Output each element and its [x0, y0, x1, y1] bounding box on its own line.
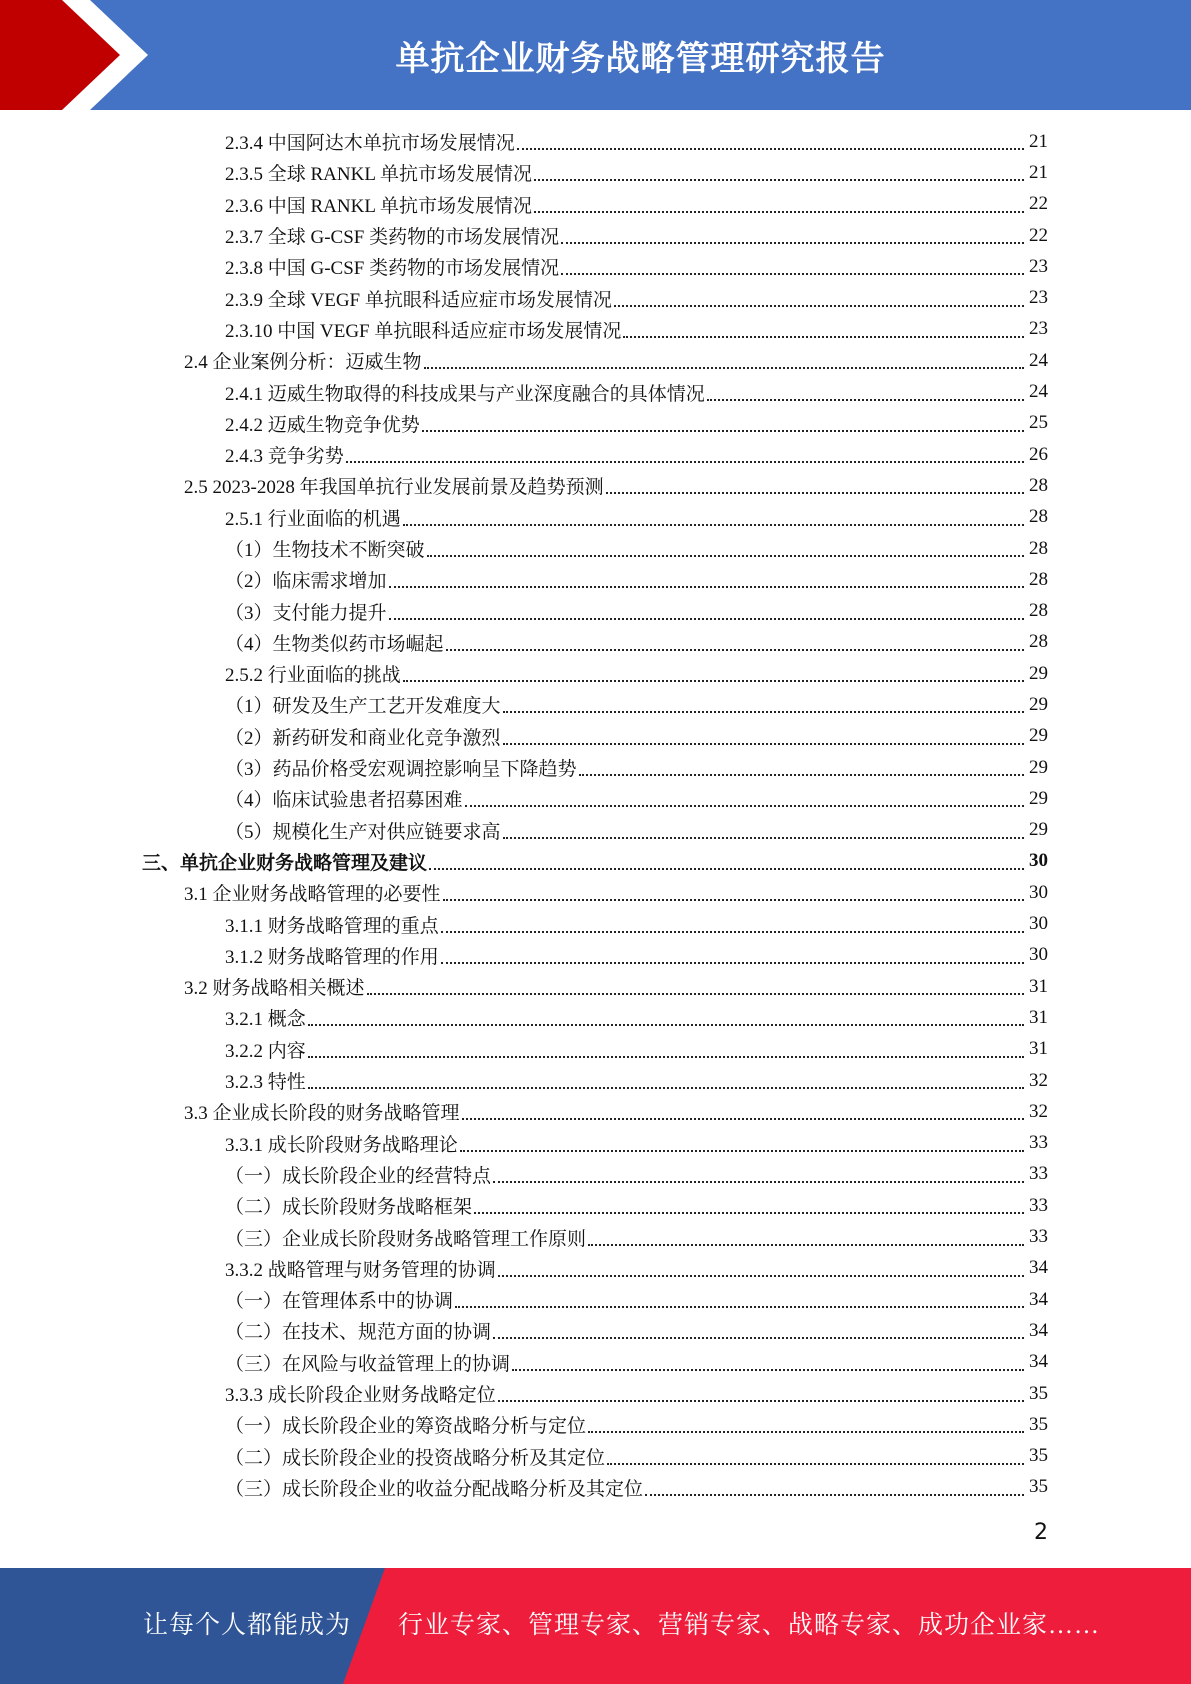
toc-entry-page: 23	[1029, 255, 1048, 277]
toc-dot-leader	[534, 210, 1024, 213]
toc-entry[interactable]	[0, 721, 1191, 752]
toc-entry-page: 25	[1029, 412, 1048, 434]
toc-dot-leader	[561, 241, 1024, 244]
toc-entry[interactable]	[0, 783, 1191, 814]
toc-entry-page: 23	[1029, 318, 1048, 340]
toc-entry-page: 33	[1029, 1163, 1048, 1185]
toc-entry-page: 34	[1029, 1319, 1048, 1341]
toc-entry[interactable]	[0, 470, 1191, 501]
toc-entry[interactable]	[0, 1159, 1191, 1190]
toc-entry[interactable]	[0, 1378, 1191, 1409]
toc-dot-leader	[561, 272, 1024, 275]
toc-entry-page: 28	[1029, 568, 1048, 590]
toc-dot-leader	[503, 742, 1024, 745]
toc-entry-title: （3）药品价格受宏观调控影响呈下降趋势	[225, 759, 577, 781]
toc-entry-title: 3.2.1 概念	[225, 1009, 306, 1031]
toc-dot-leader	[346, 460, 1024, 463]
toc-dot-leader	[707, 398, 1024, 401]
toc-entry-title: （二）在技术、规范方面的协调	[225, 1322, 492, 1344]
toc-entry[interactable]	[0, 815, 1191, 846]
toc-dot-leader	[498, 1399, 1024, 1402]
toc-entry-page: 28	[1029, 600, 1048, 622]
toc-dot-leader	[441, 930, 1024, 933]
toc-entry[interactable]	[0, 908, 1191, 939]
toc-dot-leader	[389, 585, 1024, 588]
footer-slogan-left: 让每个人都能成为	[143, 1612, 352, 1639]
toc-entry-page: 33	[1029, 1194, 1048, 1216]
toc-entry-title: 3.3.2 战略管理与财务管理的协调	[225, 1259, 496, 1281]
toc-dot-leader	[403, 679, 1024, 682]
toc-entry[interactable]	[0, 1253, 1191, 1284]
toc-entry-page: 21	[1029, 161, 1048, 183]
toc-entry-title: （4）临床试验患者招募困难	[225, 790, 463, 812]
toc-entry[interactable]	[0, 157, 1191, 188]
toc-dot-leader	[308, 1055, 1024, 1058]
toc-entry[interactable]	[0, 345, 1191, 376]
toc-entry-page: 31	[1029, 975, 1048, 997]
toc-entry[interactable]	[0, 1221, 1191, 1252]
toc-entry[interactable]	[0, 1315, 1191, 1346]
toc-entry-title: （一）成长阶段企业的经营特点	[225, 1165, 492, 1187]
toc-entry-page: 34	[1029, 1257, 1048, 1279]
toc-entry-title: （三）企业成长阶段财务战略管理工作原则	[225, 1228, 587, 1250]
toc-entry-title: （4）生物类似药市场崛起	[225, 633, 444, 655]
toc-entry-title: 2.5.2 行业面临的挑战	[225, 665, 401, 687]
toc-dot-leader	[443, 898, 1024, 901]
toc-entry-title: （一）成长阶段企业的筹资战略分析与定位	[225, 1416, 587, 1438]
toc-entry[interactable]	[0, 533, 1191, 564]
toc-entry-page: 30	[1029, 881, 1048, 903]
toc-entry-title: 2.3.4 中国阿达木单抗市场发展情况	[225, 133, 515, 155]
toc-dot-leader	[493, 1336, 1024, 1339]
toc-entry[interactable]	[0, 1440, 1191, 1471]
toc-entry[interactable]	[0, 595, 1191, 626]
toc-entry[interactable]	[0, 971, 1191, 1002]
toc-entry-page: 28	[1029, 474, 1048, 496]
toc-entry-title: 3.3.3 成长阶段企业财务战略定位	[225, 1385, 496, 1407]
toc-entry[interactable]	[0, 752, 1191, 783]
toc-entry-page: 31	[1029, 1038, 1048, 1060]
page-header	[0, 0, 1191, 110]
toc-entry-page: 31	[1029, 1006, 1048, 1028]
toc-dot-leader	[503, 836, 1024, 839]
toc-entry-title: 3.1 企业财务战略管理的必要性	[184, 884, 441, 906]
toc-entry-page: 24	[1029, 381, 1048, 403]
toc-entry[interactable]	[0, 627, 1191, 658]
toc-dot-leader	[512, 1368, 1024, 1371]
toc-dot-leader	[446, 648, 1024, 651]
toc-entry-page: 28	[1029, 631, 1048, 653]
toc-entry-page: 30	[1029, 913, 1048, 935]
toc-entry-page: 32	[1029, 1069, 1048, 1091]
toc-entry-title: 三、单抗企业财务战略管理及建议	[142, 852, 428, 874]
toc-entry[interactable]	[0, 1347, 1191, 1378]
toc-dot-leader	[493, 1180, 1024, 1183]
toc-entry-title: 3.1.2 财务战略管理的作用	[225, 946, 439, 968]
toc-dot-leader	[460, 1149, 1024, 1152]
toc-entry-page: 35	[1029, 1476, 1048, 1498]
toc-entry-title: （2）新药研发和商业化竞争激烈	[225, 727, 501, 749]
toc-entry[interactable]	[0, 1096, 1191, 1127]
toc-entry-title: （二）成长阶段企业的投资战略分析及其定位	[225, 1447, 606, 1469]
toc-entry[interactable]	[0, 1472, 1191, 1503]
toc-entry-page: 29	[1029, 662, 1048, 684]
toc-entry-page: 35	[1029, 1382, 1048, 1404]
page-footer	[0, 1568, 1191, 1684]
toc-entry[interactable]	[0, 564, 1191, 595]
toc-entry-title: 3.3.1 成长阶段财务战略理论	[225, 1134, 458, 1156]
toc-dot-leader	[474, 1211, 1024, 1214]
report-title: 单抗企业财务战略管理研究报告	[395, 38, 886, 79]
toc-entry-page: 21	[1029, 130, 1048, 152]
toc-entry-page: 29	[1029, 787, 1048, 809]
toc-entry-title: 3.2 财务战略相关概述	[184, 978, 365, 1000]
toc-dot-leader	[308, 1086, 1024, 1089]
toc-entry-title: 3.3 企业成长阶段的财务战略管理	[184, 1103, 460, 1125]
toc-entry[interactable]	[0, 1409, 1191, 1440]
toc-entry-page: 30	[1029, 944, 1048, 966]
toc-entry-page: 33	[1029, 1226, 1048, 1248]
toc-entry[interactable]	[0, 251, 1191, 282]
toc-entry-title: （一）在管理体系中的协调	[225, 1291, 454, 1313]
toc-entry[interactable]	[0, 502, 1191, 533]
toc-dot-leader	[441, 961, 1024, 964]
table-of-contents	[0, 126, 1191, 1503]
toc-entry-title: （1）生物技术不断突破	[225, 540, 425, 561]
toc-dot-leader	[534, 178, 1024, 181]
toc-entry[interactable]	[0, 1190, 1191, 1221]
footer-slogan-right: 行业专家、管理专家、营销专家、战略专家、成功企业家……	[398, 1612, 1101, 1639]
toc-dot-leader	[465, 804, 1024, 807]
toc-entry-title: 3.2.3 特性	[225, 1072, 306, 1094]
toc-entry[interactable]	[0, 940, 1191, 971]
toc-entry-title: 2.3.10 中国 VEGF 单抗眼科适应症市场发展情况	[225, 320, 622, 342]
toc-entry[interactable]	[0, 1284, 1191, 1315]
toc-dot-leader	[588, 1430, 1024, 1433]
toc-dot-leader	[424, 366, 1024, 369]
toc-entry-page: 29	[1029, 725, 1048, 747]
toc-dot-leader	[623, 335, 1024, 338]
toc-entry[interactable]	[0, 1128, 1191, 1159]
toc-dot-leader	[427, 554, 1024, 557]
toc-dot-leader	[403, 523, 1024, 526]
toc-entry-title: 2.4.2 迈威生物竞争优势	[225, 414, 420, 436]
toc-dot-leader	[614, 304, 1024, 307]
toc-entry[interactable]	[0, 1034, 1191, 1065]
toc-dot-leader	[308, 1023, 1024, 1026]
toc-dot-leader	[588, 1243, 1024, 1246]
toc-dot-leader	[579, 773, 1024, 776]
toc-entry-title: 2.3.9 全球 VEGF 单抗眼科适应症市场发展情况	[225, 289, 612, 311]
toc-dot-leader	[367, 992, 1024, 995]
toc-dot-leader	[606, 491, 1024, 494]
toc-entry-title: 3.2.2 内容	[225, 1040, 306, 1062]
toc-entry-page: 26	[1029, 443, 1048, 465]
toc-entry-page: 23	[1029, 287, 1048, 309]
toc-entry-title: 2.3.7 全球 G-CSF 类药物的市场发展情况	[225, 227, 560, 249]
toc-entry-title: （3）支付能力提升	[225, 602, 387, 624]
toc-entry[interactable]	[0, 846, 1191, 877]
toc-entry-page: 30	[1029, 850, 1048, 872]
toc-entry[interactable]	[0, 189, 1191, 220]
toc-entry-title: 2.4.3 竞争劣势	[225, 446, 344, 468]
toc-entry-page: 22	[1029, 193, 1048, 215]
toc-entry-page: 29	[1029, 756, 1048, 778]
toc-entry-title: （三）在风险与收益管理上的协调	[225, 1353, 511, 1375]
toc-entry-title: 3.1.1 财务战略管理的重点	[225, 915, 439, 937]
toc-dot-leader	[645, 1493, 1024, 1496]
toc-entry-page: 22	[1029, 224, 1048, 246]
toc-entry-title: 2.4 企业案例分析：迈威生物	[184, 352, 422, 374]
toc-entry[interactable]	[0, 376, 1191, 407]
toc-entry-title: 2.5 2023-2028 年我国单抗行业发展前景及趋势预测	[184, 477, 604, 499]
toc-dot-leader	[607, 1462, 1024, 1465]
toc-entry-title: 2.3.8 中国 G-CSF 类药物的市场发展情况	[225, 258, 560, 280]
toc-entry-page: 29	[1029, 819, 1048, 841]
toc-entry[interactable]	[0, 689, 1191, 720]
toc-dot-leader	[517, 147, 1024, 150]
toc-entry-title: （5）规模化生产对供应链要求高	[225, 821, 501, 843]
toc-entry[interactable]	[0, 877, 1191, 908]
toc-entry-page: 34	[1029, 1351, 1048, 1373]
toc-dot-leader	[462, 1117, 1024, 1120]
toc-entry-title: 2.5.1 行业面临的机遇	[225, 508, 401, 530]
toc-entry-title: （二）成长阶段财务战略框架	[225, 1197, 473, 1219]
toc-entry-page: 34	[1029, 1288, 1048, 1310]
toc-entry-title: 2.3.6 中国 RANKL 单抗市场发展情况	[225, 195, 532, 217]
toc-entry[interactable]	[0, 658, 1191, 689]
toc-entry[interactable]	[0, 439, 1191, 470]
toc-entry[interactable]	[0, 282, 1191, 313]
toc-dot-leader	[389, 617, 1024, 620]
toc-dot-leader	[422, 429, 1024, 432]
toc-entry-title: 2.4.1 迈威生物取得的科技成果与产业深度融合的具体情况	[225, 383, 705, 405]
page-number: 2	[1034, 1520, 1048, 1545]
toc-entry-title: 2.3.5 全球 RANKL 单抗市场发展情况	[225, 164, 532, 186]
toc-dot-leader	[503, 710, 1024, 713]
toc-entry-title: （三）成长阶段企业的收益分配战略分析及其定位	[225, 1478, 644, 1500]
toc-entry-page: 29	[1029, 693, 1048, 715]
toc-entry-page: 32	[1029, 1100, 1048, 1122]
toc-dot-leader	[498, 1274, 1024, 1277]
toc-dot-leader	[455, 1305, 1024, 1308]
toc-dot-leader	[429, 867, 1024, 870]
toc-entry[interactable]	[0, 220, 1191, 251]
toc-entry[interactable]	[0, 408, 1191, 439]
toc-entry-title: （2）临床需求增加	[225, 571, 387, 593]
toc-entry[interactable]	[0, 1065, 1191, 1096]
toc-entry-page: 35	[1029, 1413, 1048, 1435]
toc-entry[interactable]	[0, 314, 1191, 345]
toc-entry-page: 24	[1029, 349, 1048, 371]
toc-entry-page: 28	[1029, 506, 1048, 528]
toc-entry[interactable]	[0, 126, 1191, 157]
toc-entry-page: 28	[1029, 537, 1048, 559]
toc-entry-page: 35	[1029, 1445, 1048, 1467]
toc-entry-title: （1）研发及生产工艺开发难度大	[225, 696, 501, 718]
toc-entry-page: 33	[1029, 1132, 1048, 1154]
toc-entry[interactable]	[0, 1002, 1191, 1033]
